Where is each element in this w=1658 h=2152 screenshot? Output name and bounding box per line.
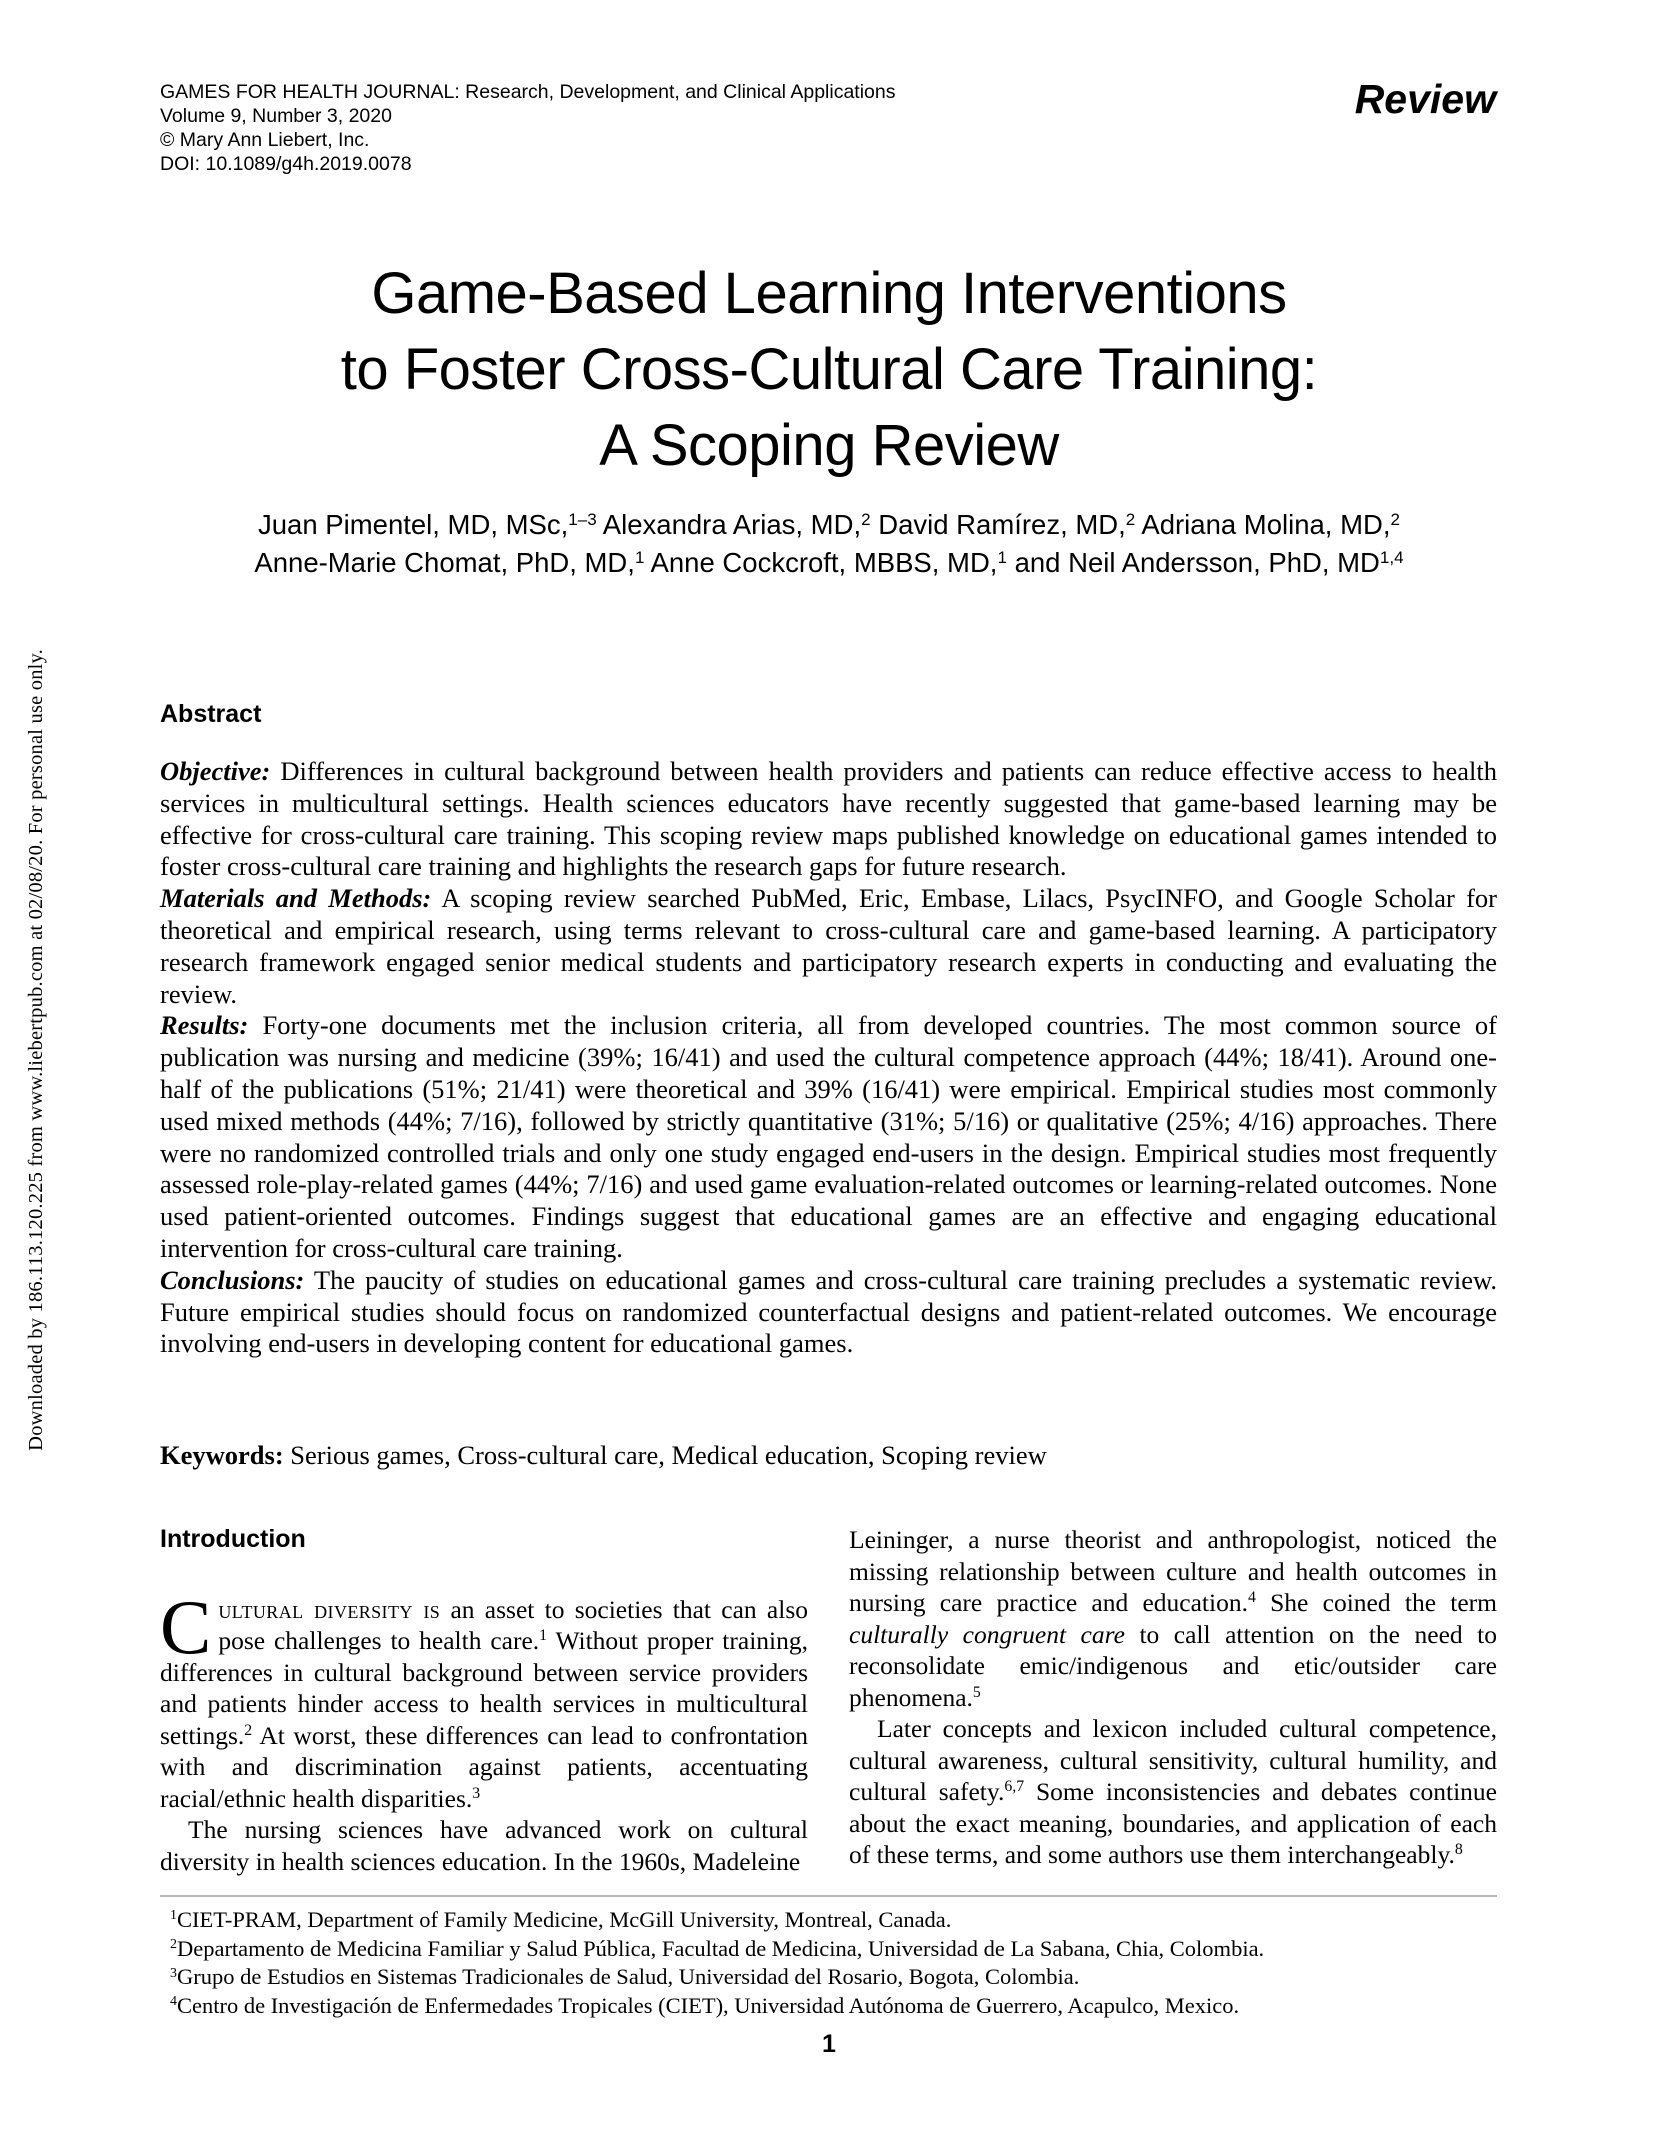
author-affiliation-ref: 1 <box>634 547 645 567</box>
author-affiliation-ref: 1 <box>997 547 1007 567</box>
citation-ref: 5 <box>972 1683 981 1701</box>
author-affiliation-ref: 1–3 <box>568 509 597 529</box>
abstract-objective <box>160 756 1497 883</box>
abstract-results-label: Results: <box>160 1010 249 1041</box>
author-line-2 <box>0 544 1658 582</box>
article-title-line1: Game-Based Learning Interventions <box>371 261 1287 326</box>
introduction-heading: Introduction <box>160 1525 306 1553</box>
intro-right-column <box>849 1524 1497 1877</box>
abstract-methods <box>160 883 1497 1010</box>
intro-term-italic: culturally congruent care <box>849 1619 1125 1649</box>
citation-ref: 3 <box>472 1784 481 1802</box>
author-list <box>0 506 1658 582</box>
abstract-objective-text: Differences in cultural background between health providers and patients can reduce effective access to health services in multicultural settings. Health sciences educators have recently suggested that game-based learning may be effective for cross-cultural care training. This scoping review maps published knowledge on educational games intended to foster cross-cultural care training and highlights the research gaps for future research. <box>160 756 1497 882</box>
intro-text: At worst, these differences can lead to confrontation with and discrimination against patients, accentuating racial/ethnic health disparities. <box>160 1720 808 1813</box>
journal-copyright: © Mary Ann Liebert, Inc. <box>160 129 370 151</box>
page-number: 1 <box>822 2030 836 2058</box>
download-watermark <box>10 640 62 1460</box>
footnote-number: 4 <box>170 1994 177 2010</box>
keywords-line <box>160 1440 1497 1471</box>
intro-paragraph-3 <box>849 1524 1497 1713</box>
dropcap-letter: C <box>160 1583 212 1670</box>
author-name: Alexandra Arias, MD, <box>596 509 862 540</box>
article-title-line3: A Scoping Review <box>599 413 1059 478</box>
intro-smallcaps-opening: ultural diversity is <box>218 1594 441 1624</box>
footnote-text: Grupo de Estudios en Sistemas Tradicionales de Salud, Universidad del Rosario, Bogota, Colombia. <box>176 1964 1080 1990</box>
footnote-number: 1 <box>170 1908 177 1924</box>
journal-name: GAMES FOR HEALTH JOURNAL: Research, Development, and Clinical Applications <box>160 81 896 103</box>
intro-text: to call attention on the need to reconsolidate emic/indigenous and etic/outsider care phenomena. <box>849 1619 1497 1712</box>
author-affiliation-ref: 2 <box>1125 509 1136 529</box>
journal-header <box>160 80 896 176</box>
citation-ref: 2 <box>244 1721 253 1739</box>
abstract-methods-text: A scoping review searched PubMed, Eric, Embase, Lilacs, PsycINFO, and Google Scholar for theoretical and empirical research, using terms relevant to cross-cultural care and game-based learning. A participatory research framework engaged senior medical students and participatory research experts in conducting and evaluating the review. <box>160 883 1497 1009</box>
abstract-objective-label: Objective: <box>160 756 271 786</box>
author-name: and Neil Andersson, PhD, MD <box>1006 547 1380 578</box>
download-watermark-text: Downloaded by 186.113.120.225 from www.liebertpub.com at 02/08/20. For personal use only. <box>24 649 47 1451</box>
journal-doi: DOI: 10.1089/g4h.2019.0078 <box>160 153 412 175</box>
author-name: Adriana Molina, MD, <box>1135 509 1391 540</box>
author-affiliation-ref: 2 <box>1390 509 1400 529</box>
footnote-text: Departamento de Medicina Familiar y Salud Pública, Facultad de Medicina, Universidad de La Sabana, Chia, Colombia. <box>176 1935 1265 1961</box>
intro-text: Without proper training, differences in cultural background between service providers and patients hinder access to health services in multicultural settings. <box>160 1626 808 1750</box>
citation-ref: 1 <box>539 1627 548 1645</box>
footnote-text: CIET-PRAM, Department of Family Medicine, McGill University, Montreal, Canada. <box>176 1907 952 1932</box>
affiliation-footnote-3 <box>160 1963 1497 1992</box>
intro-paragraph-4 <box>849 1713 1497 1871</box>
intro-left-column <box>160 1524 808 1877</box>
footnote-number: 3 <box>170 1965 177 1981</box>
abstract-conclusions <box>160 1265 1497 1360</box>
introduction-section <box>160 1524 1497 1877</box>
abstract-conclusions-label: Conclusions: <box>160 1264 305 1295</box>
intro-text: Later concepts and lexicon included cultural competence, cultural awareness, cultural sensitivity, cultural humility, and cultural safety. <box>849 1714 1497 1806</box>
abstract-body <box>160 756 1497 1360</box>
abstract-results-text: Forty-one documents met the inclusion criteria, all from developed countries. The most common source of publication was nursing and medicine (39%; 16/41) and used the cultural competence approach (44%; 18/41). Around one-half of the publications (51%; 21/41) were theoretical and 39% (16/41) were empirical. Empirical studies most commonly used mixed methods (44%; 7/16), followed by strictly quantitative (31%; 5/16) or qualitative (25%; 4/16) approaches. There were no randomized controlled trials and only one study engaged end-users in the design. Empirical studies most frequently assessed role-play-related games (44%; 7/16) and used game evaluation-related outcomes or learning-related outcomes. None used patient-oriented outcomes. Findings suggest that educational games are an effective and engaging educational intervention for cross-cultural care training. <box>160 1010 1498 1263</box>
author-name: Anne Cockcroft, MBBS, MD, <box>644 547 998 578</box>
citation-ref: 6,7 <box>1004 1778 1025 1796</box>
intro-text: an asset to societies that can also pose challenges to health care. <box>218 1594 808 1655</box>
footnote-divider <box>160 1895 1497 1897</box>
keywords-label: Keywords: <box>160 1440 284 1470</box>
intro-text: Leininger, a nurse theorist and anthropologist, noticed the missing relationship between culture and health outcomes in nursing care practice and education. <box>849 1525 1497 1617</box>
intro-paragraph-1 <box>160 1583 808 1815</box>
intro-text: She coined the term <box>1255 1588 1497 1617</box>
affiliation-footnote-4 <box>160 1992 1497 2021</box>
author-line-1 <box>0 506 1658 544</box>
keywords-text: Serious games, Cross-cultural care, Medical education, Scoping review <box>290 1440 1047 1470</box>
author-affiliation-ref: 1,4 <box>1379 547 1404 567</box>
article-title <box>0 256 1658 484</box>
article-title-line2: to Foster Cross-Cultural Care Training: <box>340 337 1318 402</box>
affiliation-footnote-1 <box>160 1906 1497 1935</box>
intro-text: Some inconsistencies and debates continue about the exact meaning, boundaries, and application of each of these terms, and some authors use them interchangeably. <box>849 1777 1497 1869</box>
footnote-number: 2 <box>170 1937 177 1953</box>
citation-ref: 8 <box>1454 1841 1463 1859</box>
footnote-text: Centro de Investigación de Enfermedades Tropicales (CIET), Universidad Autónoma de Guerrero, Acapulco, Mexico. <box>176 1993 1240 2019</box>
author-name: David Ramírez, MD, <box>870 509 1126 540</box>
intro-paragraph-2: The nursing sciences have advanced work on cultural diversity in health sciences education. In the 1960s, Madeleine <box>160 1815 808 1876</box>
author-name: Juan Pimentel, MD, MSc, <box>258 509 569 540</box>
affiliation-footnote-2 <box>160 1935 1497 1964</box>
article-type-label: Review <box>1354 76 1496 122</box>
abstract-results <box>160 1010 1497 1264</box>
author-affiliation-ref: 2 <box>861 509 871 529</box>
abstract-heading: Abstract <box>160 700 262 728</box>
author-name: Anne-Marie Chomat, PhD, MD, <box>254 547 635 578</box>
journal-volume: Volume 9, Number 3, 2020 <box>160 105 392 127</box>
abstract-conclusions-text: The paucity of studies on educational games and cross-cultural care training precludes a systematic review. Future empirical studies should focus on randomized counterfactual designs and patient-related outcomes. We encourage involving end-users in developing content for educational games. <box>160 1264 1497 1359</box>
abstract-methods-label: Materials and Methods: <box>160 883 432 914</box>
citation-ref: 4 <box>1247 1589 1256 1607</box>
affiliation-footnotes <box>160 1906 1497 2021</box>
